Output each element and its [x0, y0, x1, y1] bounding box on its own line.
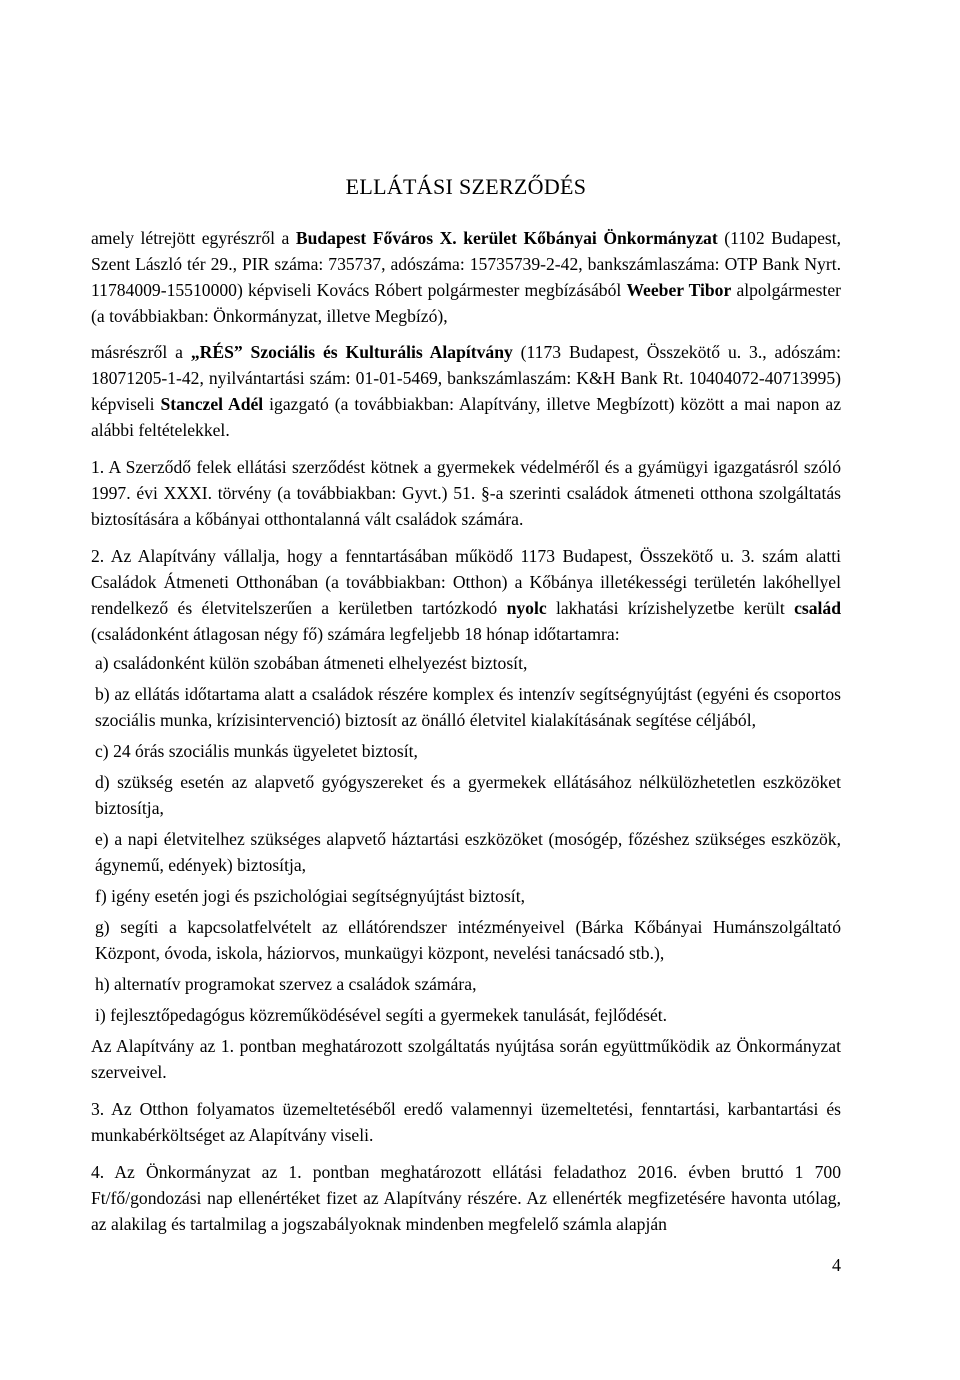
list-item: d) szükség esetén az alapvető gyógyszereket és a gyermekek ellátásához nélkülözhetetlen eszközöket biztosítja,	[95, 772, 841, 818]
page-number: 4	[832, 1255, 841, 1275]
list-item: h) alternatív programokat szervez a családok számára,	[95, 974, 477, 994]
section-2-closing: Az Alapítvány az 1. pontban meghatározott szolgáltatás nyújtása során együttműködik az Önkormányzat szerveivel.	[91, 1036, 841, 1082]
section-2: 2. Az Alapítvány vállalja, hogy a fenntartásában működő 1173 Budapest, Összekötő u. 3. szám alatti Családok Átmeneti Otthonában (a továbbiakban: Otthon) a Kőbánya illetékességi területén lakóhellyel rendelkező és életvitelszerűen a kerületben tartózkodó nyolc lakhatási krízishelyzetbe került család (családonként átlagosan négy fő) számára legfeljebb 18 hónap időtartamra:	[91, 546, 842, 644]
representative-name: Weeber Tibor	[626, 280, 732, 300]
party2-paragraph: másrészről a „RÉS” Szociális és Kulturális Alapítvány (1173 Budapest, Összekötő u. 3., adószám: 18071205-1-42, nyilvántartási szám: 01-01-5469, bankszámlaszám: K&H Bank Rt. 10404072-40713995) képviseli Stanczel Adél igazgató (a továbbiakban: Alapítvány, illetve Megbízott) között a mai napon az alábbi feltételekkel.	[91, 342, 842, 440]
section-3: 3. Az Otthon folyamatos üzemeltetéséből eredő valamennyi üzemeltetési, fenntartási, karbantartási és munkabérköltséget az Alapítvány viseli.	[91, 1099, 841, 1145]
list-item: f) igény esetén jogi és pszichológiai segítségnyújtást biztosít,	[95, 886, 525, 906]
list-item: e) a napi életvitelhez szükséges alapvető háztartási eszközöket (mosógép, főzéshez szükséges eszközök, ágynemű, edények) biztosítja,	[95, 829, 841, 875]
family-word: család	[794, 598, 842, 618]
list-item: a) családonként külön szobában átmeneti elhelyezést biztosít,	[95, 653, 528, 673]
list-item: b) az ellátás időtartama alatt a családok részére komplex és intenzív segítségnyújtást (egyéni és csoportos szociális munka, krízisintervenció) biztosít az önálló életvitel kialakításának segítése céljából,	[95, 684, 841, 730]
list-item: c) 24 órás szociális munkás ügyeletet biztosít,	[95, 741, 418, 761]
document-title: ELLÁTÁSI SZERZŐDÉS	[345, 174, 587, 199]
section-4: 4. Az Önkormányzat az 1. pontban meghatározott ellátási feladathoz 2016. évben bruttó 1 700 Ft/fő/gondozási nap ellenértéket fizet az Alapítvány részére. Az ellenérték megfizetésére havonta utólag, az alakilag és tartalmilag a jogszabályoknak mindenben megfelelő számla alapján	[91, 1162, 841, 1234]
list-item: g) segíti a kapcsolatfelvételt az ellátórendszer intézményeivel (Bárka Kőbányai Humánszolgáltató Központ, óvoda, iskola, háziorvos, munkaügyi központ, nevelési tanácsadó stb.),	[95, 917, 841, 963]
family-count: nyolc	[506, 598, 547, 618]
foundation-name: „RÉS” Szociális és Kulturális Alapítvány	[190, 342, 513, 362]
intro-paragraph: amely létrejött egyrészről a Budapest Főváros X. kerület Kőbányai Önkormányzat (1102 Budapest, Szent László tér 29., PIR száma: 735737, adószáma: 15735739-2-42, bankszámlaszáma: OTP Bank Nyrt. 11784009-15510000) képviseli Kovács Róbert polgármester megbízásából Weeber Tibor alpolgármester (a továbbiakban: Önkormányzat, illetve Megbízó),	[91, 228, 842, 326]
director-name: Stanczel Adél	[160, 394, 264, 414]
municipality-name: Budapest Főváros X. kerület Kőbányai Önkormányzat	[295, 228, 718, 248]
service-list	[91, 650, 841, 1028]
section-1: 1. A Szerződő felek ellátási szerződést kötnek a gyermekek védelméről és a gyámügyi igazgatásról szóló 1997. évi XXXI. törvény (a továbbiakban: Gyvt.) 51. §-a szerinti családok átmeneti otthona szolgáltatás biztosítására a kőbányai otthontalanná vált családok számára.	[91, 457, 841, 529]
list-item: i) fejlesztőpedagógus közreműködésével segíti a gyermekek tanulását, fejlődését.	[95, 1005, 668, 1025]
